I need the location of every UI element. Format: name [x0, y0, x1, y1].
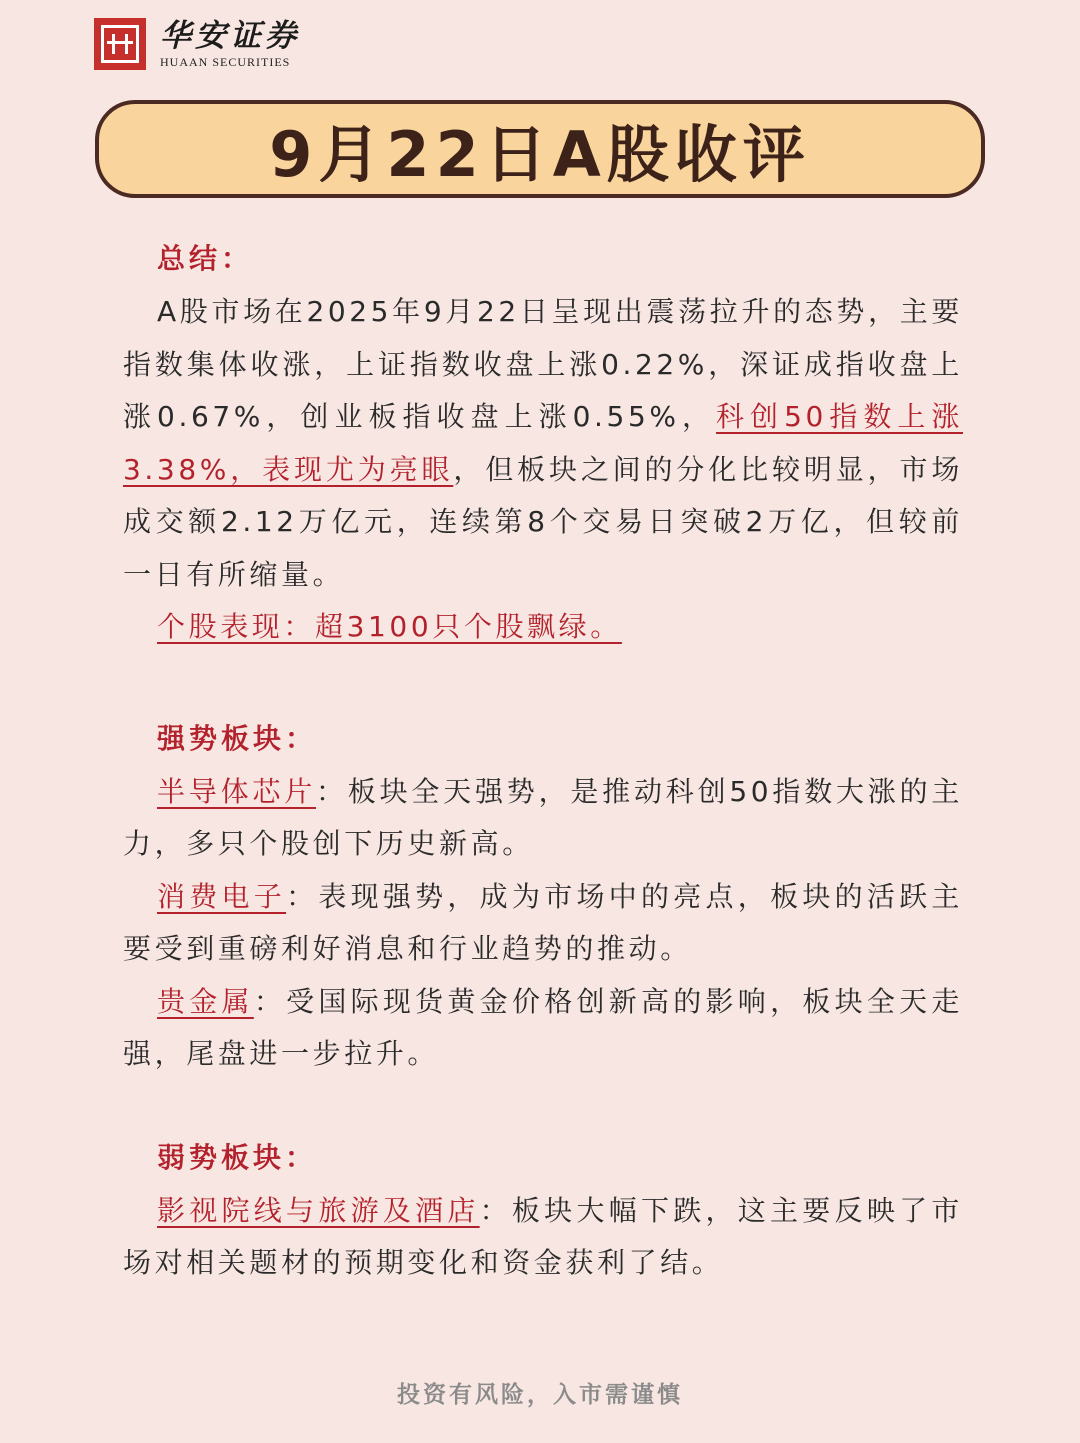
risk-disclaimer: 投资有风险，入市需谨慎 [397, 1382, 683, 1408]
logo-text [160, 19, 300, 70]
sector-name: 贵金属 [157, 984, 254, 1018]
summary-text-1: A股市场在2025年9月22日呈现出震荡拉升的态势，主要指数集体收涨，上证指数收盘上涨0.22%，深证成指收盘上涨0.67%，创业板指收盘上涨0.55%， [123, 295, 963, 433]
strong-sector-item [123, 871, 963, 976]
weak-sectors-heading: 弱势板块： [157, 1140, 318, 1174]
strong-sectors-heading: 强势板块： [157, 721, 318, 755]
summary-heading: 总结： [157, 242, 254, 275]
sector-description: ：板块全天强势，是推动科创50指数大涨的主力，多只个股创下历史新高。 [123, 774, 963, 860]
stock-note: 个股表现：超3100只个股飘绿。 [157, 610, 622, 643]
weak-sector-item [123, 1185, 963, 1290]
stock-note-paragraph [123, 601, 963, 654]
title-banner [95, 100, 985, 198]
strong-sector-item [123, 976, 963, 1081]
strong-sector-item [123, 766, 963, 871]
brand-logo [94, 18, 300, 70]
sector-description: ：受国际现货黄金价格创新高的影响，板块全天走强，尾盘进一步拉升。 [123, 984, 964, 1070]
summary-paragraph [123, 286, 963, 601]
sector-name: 影视院线与旅游及酒店 [157, 1193, 480, 1227]
summary-text-2: ，但板块之间的分化比较明显，市场成交额2.12万亿元，连续第8个交易日突破2万亿，但较前一日有所缩量。 [123, 452, 963, 591]
sector-description: ：表现强势，成为市场中的亮点，板块的活跃主要受到重磅利好消息和行业趋势的推动。 [123, 879, 964, 965]
summary-highlight: 科创50指数上涨3.38%，表现尤为亮眼 [123, 400, 964, 486]
page-title: 9月22日A股收评 [269, 117, 811, 191]
logo-mark-icon [94, 18, 146, 70]
logo-cn-name: 华安证券 [160, 17, 300, 54]
article-body [123, 232, 963, 1290]
sector-name: 半导体芯片 [157, 774, 316, 808]
sector-name: 消费电子 [157, 879, 287, 913]
sector-description: ：板块大幅下跌，这主要反映了市场对相关题材的预期变化和资金获利了结。 [123, 1193, 963, 1279]
logo-en-name: HUAAN SECURITIES [160, 54, 291, 69]
